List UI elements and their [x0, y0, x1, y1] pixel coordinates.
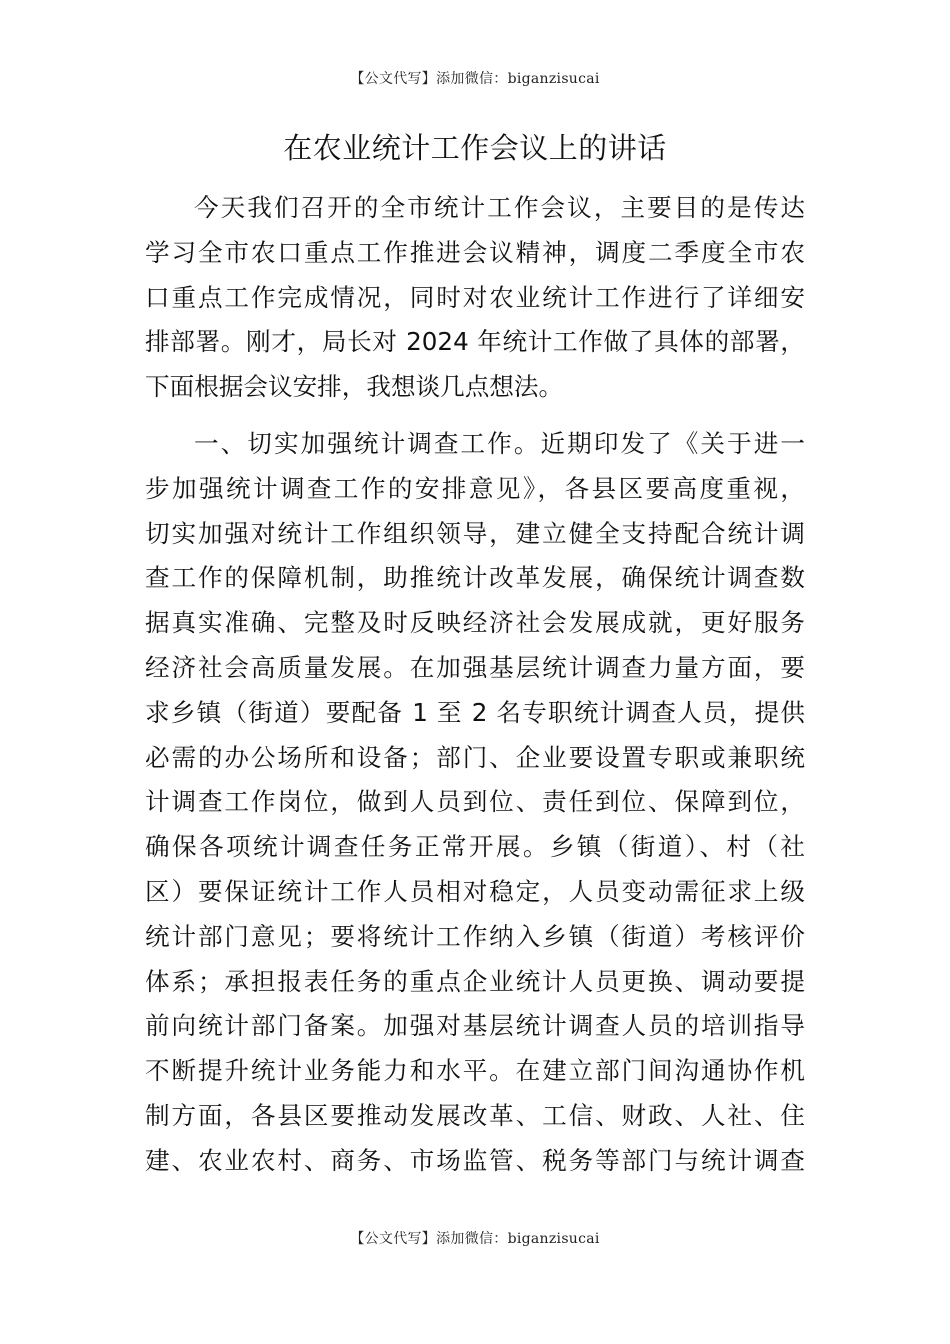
- text-line: 必需的办公场所和设备；部门、企业要设置专职或兼职统: [145, 742, 805, 772]
- text-line: 确保各项统计调查任务正常开展。乡镇（街道）、村（社: [145, 832, 805, 862]
- text-line: 步加强统计调查工作的安排意见》，各县区要高度重视，: [145, 473, 805, 503]
- page-header-watermark: 【公文代写】添加微信：biganzisucai: [350, 71, 600, 87]
- text-line: 排部署。刚才，局长对 2024 年统计工作做了具体的部署，: [145, 327, 805, 357]
- text-line: 查工作的保障机制，助推统计改革发展，确保统计调查数: [145, 563, 805, 593]
- text-line: 建、农业农村、商务、市场监管、税务等部门与统计调查: [145, 1145, 805, 1175]
- text-line: 区）要保证统计工作人员相对稳定，人员变动需征求上级: [145, 876, 805, 906]
- text-line: 制方面，各县区要推动发展改革、工信、财政、人社、住: [145, 1100, 805, 1130]
- document-title: 在农业统计工作会议上的讲话: [283, 131, 667, 165]
- document-body: [145, 186, 805, 1184]
- text-line: 学习全市农口重点工作推进会议精神，调度二季度全市农: [145, 237, 805, 267]
- text-line: 经济社会高质量发展。在加强基层统计调查力量方面，要: [145, 652, 805, 682]
- text-line: 统计部门意见；要将统计工作纳入乡镇（街道）考核评价: [145, 921, 805, 951]
- page-footer-watermark: 【公文代写】添加微信：biganzisucai: [350, 1231, 600, 1247]
- text-line: 一、切实加强统计调查工作。近期印发了《关于进一: [194, 428, 805, 458]
- paragraph-section-one: [145, 422, 805, 1184]
- text-line: 计调查工作岗位，做到人员到位、责任到位、保障到位，: [145, 787, 805, 817]
- text-line: 口重点工作完成情况，同时对农业统计工作进行了详细安: [145, 282, 805, 312]
- text-line: 下面根据会议安排，我想谈几点想法。: [145, 372, 564, 402]
- text-line: 体系；承担报表任务的重点企业统计人员更换、调动要提: [145, 966, 805, 996]
- text-line: 求乡镇（街道）要配备 1 至 2 名专职统计调查人员，提供: [145, 697, 805, 727]
- text-line: 今天我们召开的全市统计工作会议，主要目的是传达: [194, 193, 805, 222]
- text-line: 前向统计部门备案。加强对基层统计调查人员的培训指导: [145, 1011, 805, 1041]
- text-line: 切实加强对统计工作组织领导，建立健全支持配合统计调: [145, 518, 805, 548]
- paragraph-intro: [145, 186, 805, 410]
- text-line: 不断提升统计业务能力和水平。在建立部门间沟通协作机: [145, 1056, 805, 1086]
- text-line: 据真实准确、完整及时反映经济社会发展成就，更好服务: [145, 608, 805, 638]
